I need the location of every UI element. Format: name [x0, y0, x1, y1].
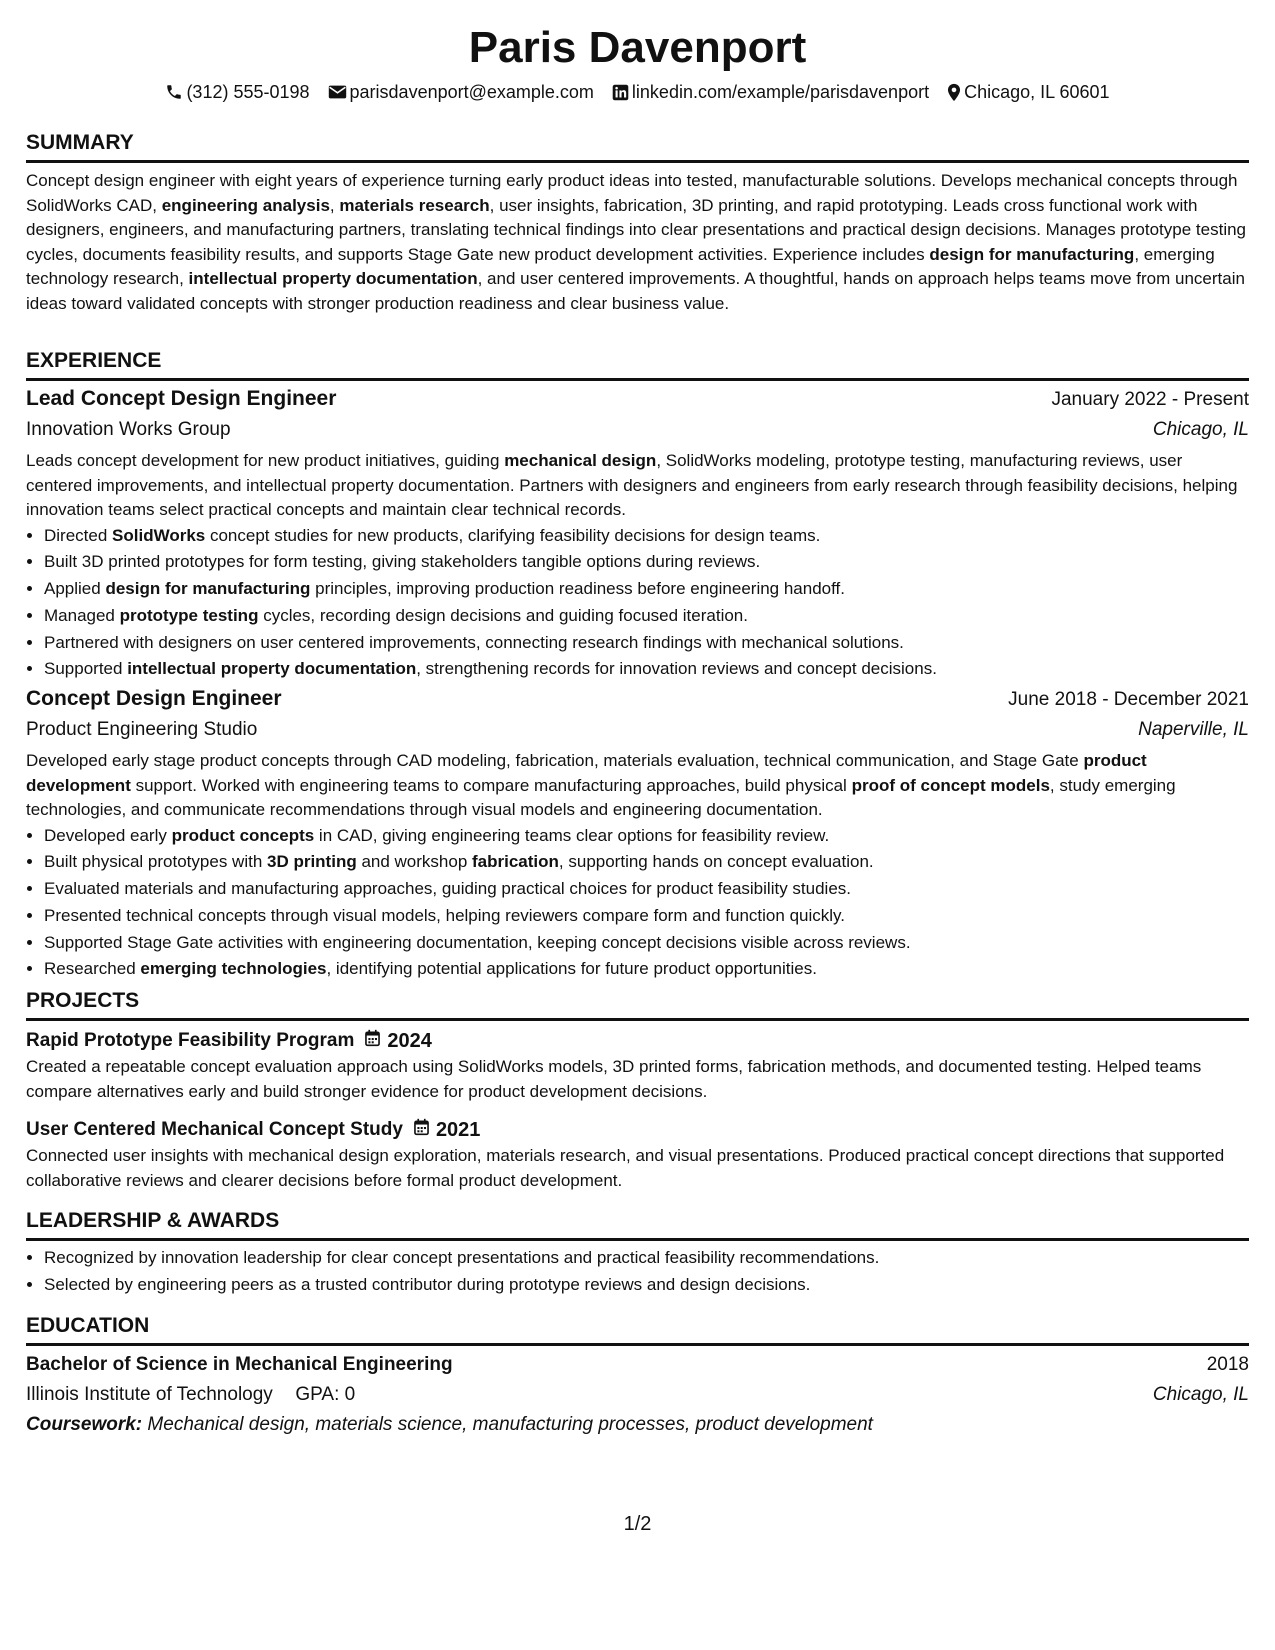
summary-text [26, 169, 1249, 316]
bold-keyword: engineering analysis [161, 195, 330, 215]
coursework-label: Coursework: [26, 1414, 143, 1435]
bold-keyword: emerging technologies [140, 959, 327, 979]
text-run: Managed [44, 605, 120, 625]
list-item [44, 603, 1249, 630]
location-text: Chicago, IL 60601 [964, 82, 1110, 102]
text-run: , identifying potential applications for future product opportunities. [326, 959, 817, 979]
list-item [44, 549, 1249, 576]
text-run: Built 3D printed prototypes for form testing, giving stakeholders tangible options during reviews. [44, 552, 761, 572]
coursework-text: Mechanical design, materials science, manufacturing processes, product development [147, 1414, 873, 1435]
text-run: Researched [44, 959, 141, 979]
text-run: Supported Stage Gate activities with engineering documentation, keeping concept decisions visible across reviews. [44, 932, 911, 952]
list-item [44, 823, 1249, 850]
bold-keyword: design for manufacturing [105, 579, 311, 599]
job-description [26, 749, 1249, 823]
list-item: • Recognized by innovation leadership for clear concept presentations and practical feasibility recommendations. [44, 1245, 1249, 1272]
job-company: Product Engineering Studio [26, 719, 258, 740]
text-run: , and user centered improvements. A thoughtful, hands on approach helps teams move from uncertain ideas toward validated concepts with stronger production readiness and clear business value. [26, 269, 1245, 313]
text-run: Concept design engineer with eight years of experience turning early product ideas into tested, manufacturable solutions. Develops mechanical concepts through SolidWorks CAD, [26, 171, 1238, 215]
text-run: , user insights, fabrication, 3D printing, and rapid prototyping. Leads cross functional work with designers, engineers, and manufacturing partners, translating technical findings into clear presentations and practical design decisions. Manages prototype testing cycles, documents feasibility results, and supports Stage Gate new product development activities. Experience includes [26, 195, 1246, 264]
bold-keyword: proof of concept models [851, 775, 1050, 795]
text-run: , supporting hands on concept evaluation. [558, 852, 874, 872]
text-run: , SolidWorks modeling, prototype testing, manufacturing reviews, user centered improvements, and intellectual property documentation. Partners with designers and engineers from early research through feasibility decisions, helping innovation teams select practical concepts and maintain clear technical records. [26, 451, 1238, 519]
job-title: Concept Design Engineer [26, 687, 282, 710]
candidate-name: Paris Davenport [468, 23, 807, 72]
summary-section [26, 169, 1249, 316]
project-entry-2 [26, 1116, 1249, 1193]
text-run: and workshop [356, 852, 473, 872]
text-run: Partnered with designers on user centered improvements, connecting research findings with mechanical solutions. [44, 632, 904, 652]
text-run: Directed [44, 525, 113, 545]
list-item [44, 903, 1249, 930]
text-run: Leads concept development for new product initiatives, guiding [26, 451, 505, 470]
job-location: Naperville, IL [1138, 719, 1249, 740]
text-run: Supported [44, 659, 128, 679]
bold-keyword: 3D printing [267, 852, 357, 872]
bold-keyword: intellectual property documentation [188, 269, 478, 288]
text-run: support. Worked with engineering teams to compare manufacturing approaches, build physical [130, 775, 852, 795]
linkedin-icon [612, 84, 629, 101]
bold-keyword: SolidWorks [112, 525, 206, 545]
contact-phone[interactable] [165, 78, 309, 106]
contact-email[interactable] [328, 78, 594, 106]
list-item: • Selected by engineering peers as a trusted contributor during prototype reviews and design decisions. [44, 1272, 1249, 1299]
contact-location [947, 78, 1109, 106]
text-run: concept studies for new products, clarifying feasibility decisions for design teams. [205, 525, 821, 545]
job-entry-2 [26, 684, 1249, 983]
linkedin-text: linkedin.com/example/parisdavenport [631, 82, 930, 102]
bold-keyword: intellectual property documentation [127, 659, 417, 679]
bold-keyword: design for manufacturing [929, 244, 1135, 264]
bold-keyword: product concepts [171, 825, 315, 845]
text-run: Evaluated materials and manufacturing approaches, guiding practical choices for product feasibility studies. [44, 879, 852, 899]
degree-title: Bachelor of Science in Mechanical Engineering [26, 1354, 453, 1375]
projects-heading: PROJECTS [26, 988, 1249, 1021]
mail-icon [328, 84, 347, 100]
project-entry-1 [26, 1027, 1249, 1104]
summary-heading: SUMMARY [26, 130, 1249, 163]
bold-keyword: fabrication [472, 852, 559, 872]
job-location: Chicago, IL [1152, 419, 1249, 440]
text-run: principles, improving production readiness before engineering handoff. [310, 579, 845, 599]
job-dates: January 2022 - Present [1051, 389, 1249, 410]
text-run: , [329, 195, 340, 215]
text-run: cycles, recording design decisions and guiding focused iteration. [258, 605, 748, 625]
coursework-line [26, 1410, 1249, 1440]
project-year: 2021 [435, 1119, 481, 1141]
graduation-year: 2018 [1206, 1354, 1249, 1375]
map-pin-icon [947, 83, 961, 102]
bold-keyword: prototype testing [119, 605, 259, 625]
calendar-icon [413, 1116, 430, 1144]
calendar-icon [364, 1027, 381, 1055]
email-text: parisdavenport@example.com [349, 82, 594, 102]
job-dates: June 2018 - December 2021 [1008, 689, 1249, 710]
gpa-text: GPA: 0 [295, 1384, 356, 1405]
experience-heading: EXPERIENCE [26, 348, 1249, 381]
project-year: 2024 [387, 1030, 432, 1052]
contact-bar [26, 78, 1249, 106]
leadership-bullets [26, 1245, 1249, 1299]
text-run: , study emerging technologies, and communicate recommendations through visual models and engineering documentation. [26, 775, 1176, 819]
text-run: Developed early stage product concepts through CAD modeling, fabrication, materials evaluation, technical communication, and Stage Gate [26, 751, 1084, 770]
job-bullets [26, 523, 1249, 684]
project-title: User Centered Mechanical Concept Study [26, 1119, 403, 1140]
job-entry-1 [26, 384, 1249, 683]
list-item [44, 630, 1249, 657]
project-description: Connected user insights with mechanical design exploration, materials research, and visual presentations. Produced practical concept directions that supported collaborative reviews and clearer decisions before formal product development. [26, 1146, 1225, 1190]
bold-keyword: mechanical design [504, 451, 657, 470]
list-item [44, 956, 1249, 983]
job-company: Innovation Works Group [26, 419, 231, 440]
education-heading: EDUCATION [26, 1313, 1249, 1346]
bold-keyword: product development [26, 751, 1147, 795]
text-run: in CAD, giving engineering teams clear options for feasibility review. [314, 825, 830, 845]
phone-text: (312) 555-0198 [186, 82, 310, 102]
page-number: 1/2 [623, 1513, 652, 1535]
list-item [44, 656, 1249, 683]
list-item [44, 523, 1249, 550]
list-item [44, 576, 1249, 603]
list-item [44, 849, 1249, 876]
phone-icon [165, 83, 183, 101]
text-run: Built physical prototypes with [44, 852, 267, 872]
school-name: Illinois Institute of Technology [26, 1384, 273, 1405]
text-run: Presented technical concepts through visual models, helping reviewers compare form and function quickly. [44, 905, 845, 925]
project-description: Created a repeatable concept evaluation approach using SolidWorks models, 3D printed forms, fabrication methods, and documented testing. Helped teams compare alternatives early and build stronger evidence for product development decisions. [26, 1057, 1202, 1101]
resume-header [26, 0, 1249, 110]
list-item [44, 930, 1249, 957]
bold-keyword: materials research [339, 195, 490, 215]
text-run: , strengthening records for innovation reviews and concept decisions. [416, 659, 937, 679]
text-run: Applied [44, 579, 106, 599]
list-item [44, 876, 1249, 903]
job-title: Lead Concept Design Engineer [26, 387, 337, 410]
leadership-heading: LEADERSHIP & AWARDS [26, 1208, 1249, 1241]
contact-linkedin[interactable] [612, 78, 929, 106]
text-run: , emerging technology research, [26, 244, 1215, 288]
project-title: Rapid Prototype Feasibility Program [26, 1030, 355, 1051]
job-bullets [26, 823, 1249, 984]
school-location: Chicago, IL [1152, 1384, 1249, 1405]
education-entry [26, 1350, 1249, 1440]
job-description [26, 449, 1249, 523]
leadership-section [26, 1245, 1249, 1299]
text-run: Developed early [44, 825, 172, 845]
